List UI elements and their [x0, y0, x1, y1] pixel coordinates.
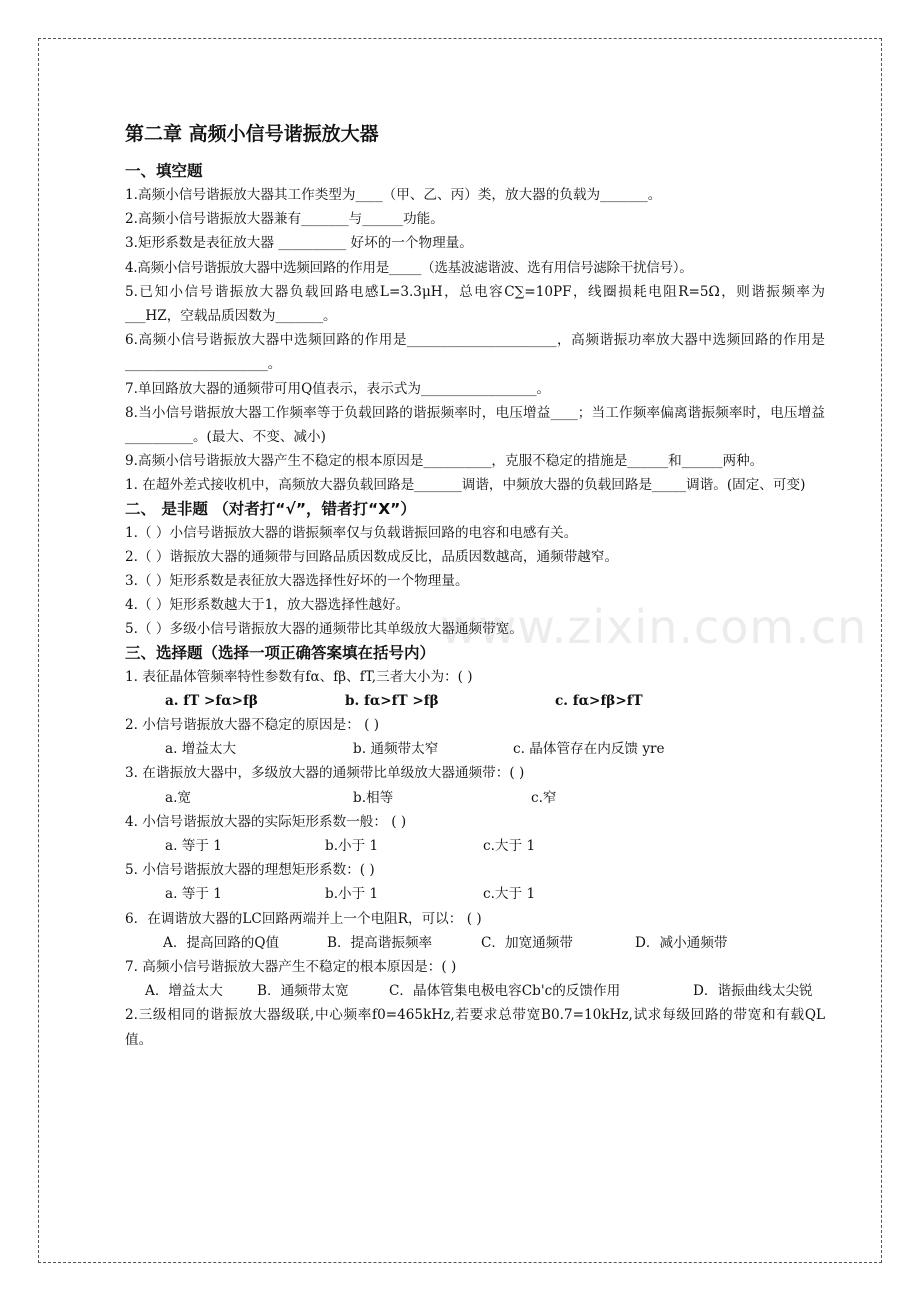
option: c.大于 1	[483, 838, 536, 855]
option: b.小于 1	[325, 886, 379, 903]
question: 5.（ ）多级小信号谐振放大器的通频带比其单级放大器通频带宽。	[125, 621, 523, 638]
question: 5.已知小信号谐振放大器负载回路电感L=3.3μH，总电容C∑=10PF，线圈损耗电阻R=5Ω，则谐振频率为___HZ，空载品质因数为_______。	[125, 283, 825, 325]
option: a. 增益太大	[165, 741, 237, 758]
question: 3.（ ）矩形系数是表征放大器选择性好坏的一个物理量。	[125, 573, 469, 590]
option: A．增益太大	[145, 983, 223, 1000]
question: 8.当小信号谐振放大器工作频率等于负载回路的谐振频率时，电压增益____；当工作频率偏离谐振频率时，电压增益__________。(最大、不变、减小)	[125, 404, 825, 446]
question: 6.高频小信号谐振放大器中选频回路的作用是______________________，高频谐振功率放大器中选频回路的作用是_____________________。	[125, 332, 825, 373]
question: 1.（ ）小信号谐振放大器的谐振频率仅与负载谐振回路的电容和电感有关。	[125, 524, 578, 541]
option: C．晶体管集电极电容Cb'c的反馈作用	[389, 983, 621, 1000]
option: c. 晶体管存在内反馈 yre	[513, 741, 665, 758]
watermark: www.zixin.com.cn	[440, 600, 868, 654]
option: C．加宽通频带	[481, 934, 573, 951]
section-heading-multiple-choice: 三、选择题（选择一项正确答案填在括号内）	[125, 643, 436, 662]
option: c.大于 1	[483, 886, 536, 903]
option: B．提高谐振频率	[327, 934, 433, 951]
question: 4.高频小信号谐振放大器中选频回路的作用是_____（选基波滤谐波、选有用信号滤除干扰信号）。	[125, 259, 693, 276]
question: 2. 小信号谐振放大器不稳定的原因是： ( )	[125, 717, 380, 734]
option: a. 等于 1	[165, 838, 222, 855]
question: 3. 在谐振放大器中，多级放大器的通频带比单级放大器通频带：( )	[125, 765, 525, 782]
question: 2.三级相同的谐振放大器级联,中心频率f0=465kHz,若要求总带宽B0.7=10kHz,试求每级回路的带宽和有载QL值。	[125, 1007, 825, 1048]
option-row	[125, 737, 825, 761]
question: 4. 小信号谐振放大器的实际矩形系数一般： ( )	[125, 813, 407, 830]
option-row	[125, 931, 825, 955]
option: b.相等	[353, 789, 394, 806]
question: 4.（ ）矩形系数越大于1，放大器选择性越好。	[125, 597, 410, 614]
section-heading-fill-blank: 一、填空题	[125, 162, 203, 180]
question: 1.高频小信号谐振放大器其工作类型为____（甲、乙、丙）类，放大器的负载为_______。	[125, 187, 662, 203]
question: 7. 高频小信号谐振放大器产生不稳定的根本原因是：( )	[125, 959, 457, 975]
section-heading-true-false: 二、 是非题 （对者打“√”，错者打“X”）	[125, 499, 416, 518]
option-row	[125, 786, 825, 810]
option: c. fα>fβ>fT	[555, 692, 643, 709]
option: D．谐振曲线太尖锐	[693, 983, 813, 1000]
option-row	[125, 882, 825, 906]
option-row	[125, 689, 825, 713]
option: A．提高回路的Q值	[163, 934, 280, 951]
option: D．减小通频带	[635, 934, 728, 951]
question: 1. 表征晶体管频率特性参数有fα、fβ、fT,三者大小为：( )	[125, 668, 473, 685]
option: b.小于 1	[325, 838, 379, 855]
option: a. 等于 1	[165, 886, 222, 903]
page-title: 第二章 高频小信号谐振放大器	[125, 123, 379, 145]
question: 7.单回路放大器的通频带可用Q值表示，表示式为_________________。	[125, 380, 551, 397]
question: 2.高频小信号谐振放大器兼有_______与______功能。	[125, 211, 444, 228]
question: 3.矩形系数是表征放大器 __________ 好坏的一个物理量。	[125, 235, 473, 252]
question: 1. 在超外差式接收机中，高频放大器负载回路是_______调谐，中频放大器的负载回路是_____调谐。(固定、可变)	[125, 477, 806, 494]
question: 9.高频小信号谐振放大器产生不稳定的根本原因是__________，克服不稳定的措施是______和______两种。	[125, 453, 764, 470]
option-row	[125, 834, 825, 858]
document-body	[125, 120, 825, 1052]
question: 6．在调谐放大器的LC回路两端并上一个电阻R，可以： ( )	[125, 910, 482, 927]
option-row	[125, 979, 825, 1003]
question: 5. 小信号谐振放大器的理想矩形系数：( )	[125, 862, 375, 879]
option: a. fT >fα>fβ	[165, 692, 258, 709]
option: b. fα>fT >fβ	[345, 692, 439, 709]
option: B．通频带太宽	[257, 983, 349, 1000]
option: c.窄	[531, 789, 557, 806]
option: b. 通频带太窄	[353, 741, 439, 758]
option: a.宽	[165, 789, 192, 806]
question: 2.（ ）谐振放大器的通频带与回路品质因数成反比，品质因数越高，通频带越窄。	[125, 548, 619, 565]
